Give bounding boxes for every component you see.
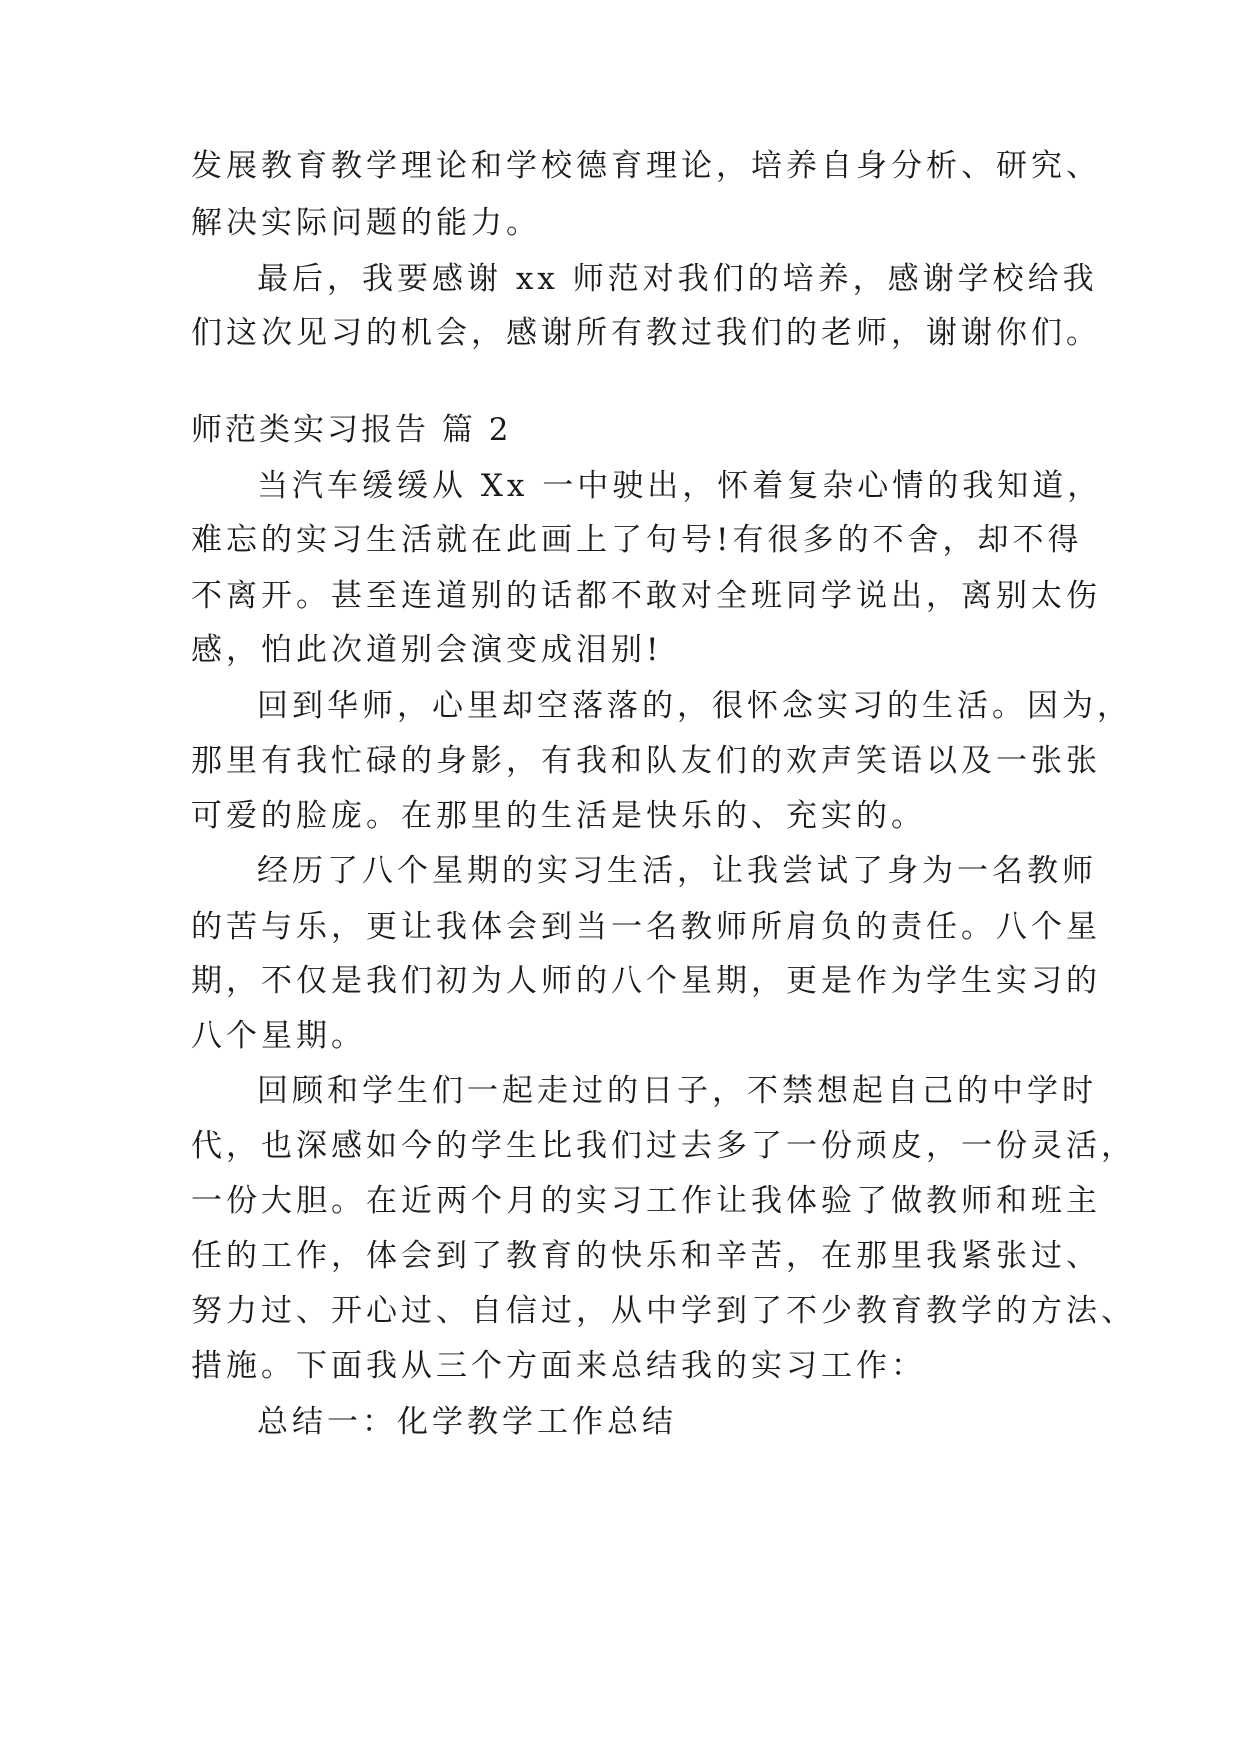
paragraph-line: 们这次见习的机会，感谢所有教过我们的老师，谢谢你们。 (191, 315, 1101, 351)
paragraph-line: 回顾和学生们一起走过的日子，不禁想起自己的中学时 (257, 1073, 1097, 1109)
paragraph-line: 难忘的实习生活就在此画上了句号!有很多的不舍，却不得 (191, 522, 1083, 558)
paragraph-line: 期，不仅是我们初为人师的八个星期，更是作为学生实习的 (191, 963, 1101, 999)
paragraph-line: 任的工作，体会到了教育的快乐和辛苦，在那里我紧张过、 (191, 1238, 1101, 1274)
paragraph-line: 努力过、开心过、自信过，从中学到了不少教育教学的方法、 (191, 1293, 1136, 1329)
paragraph-line: 经历了八个星期的实习生活，让我尝试了身为一名教师 (257, 853, 1097, 889)
paragraph-line: 不离开。甚至连道别的话都不敢对全班同学说出，离别太伤 (191, 578, 1101, 614)
paragraph-line: 八个星期。 (191, 1018, 366, 1054)
paragraph-line: 代，也深感如今的学生比我们过去多了一份顽皮，一份灵活， (191, 1128, 1136, 1164)
paragraph-line: 感，怕此次道别会演变成泪别! (191, 632, 663, 668)
paragraph-line: 一份大胆。在近两个月的实习工作让我体验了做教师和班主 (191, 1183, 1101, 1219)
paragraph-line: 可爱的脸庞。在那里的生活是快乐的、充实的。 (191, 798, 926, 834)
paragraph-line: 解决实际问题的能力。 (191, 205, 541, 241)
section-title: 师范类实习报告 篇 2 (191, 412, 512, 448)
paragraph-line: 的苦与乐，更让我体会到当一名教师所肩负的责任。八个星 (191, 909, 1101, 945)
paragraph-line: 当汽车缓缓从 Xx 一中驶出，怀着复杂心情的我知道， (257, 468, 1103, 504)
subheading-line: 总结一：化学教学工作总结 (257, 1404, 677, 1440)
paragraph-line: 措施。下面我从三个方面来总结我的实习工作： (191, 1348, 926, 1384)
paragraph-line: 回到华师，心里却空落落的，很怀念实习的生活。因为， (257, 688, 1132, 724)
paragraph-line: 发展教育教学理论和学校德育理论，培养自身分析、研究、 (191, 148, 1101, 184)
paragraph-line: 最后，我要感谢 xx 师范对我们的培养，感谢学校给我 (257, 261, 1098, 297)
paragraph-line: 那里有我忙碌的身影，有我和队友们的欢声笑语以及一张张 (191, 743, 1101, 779)
